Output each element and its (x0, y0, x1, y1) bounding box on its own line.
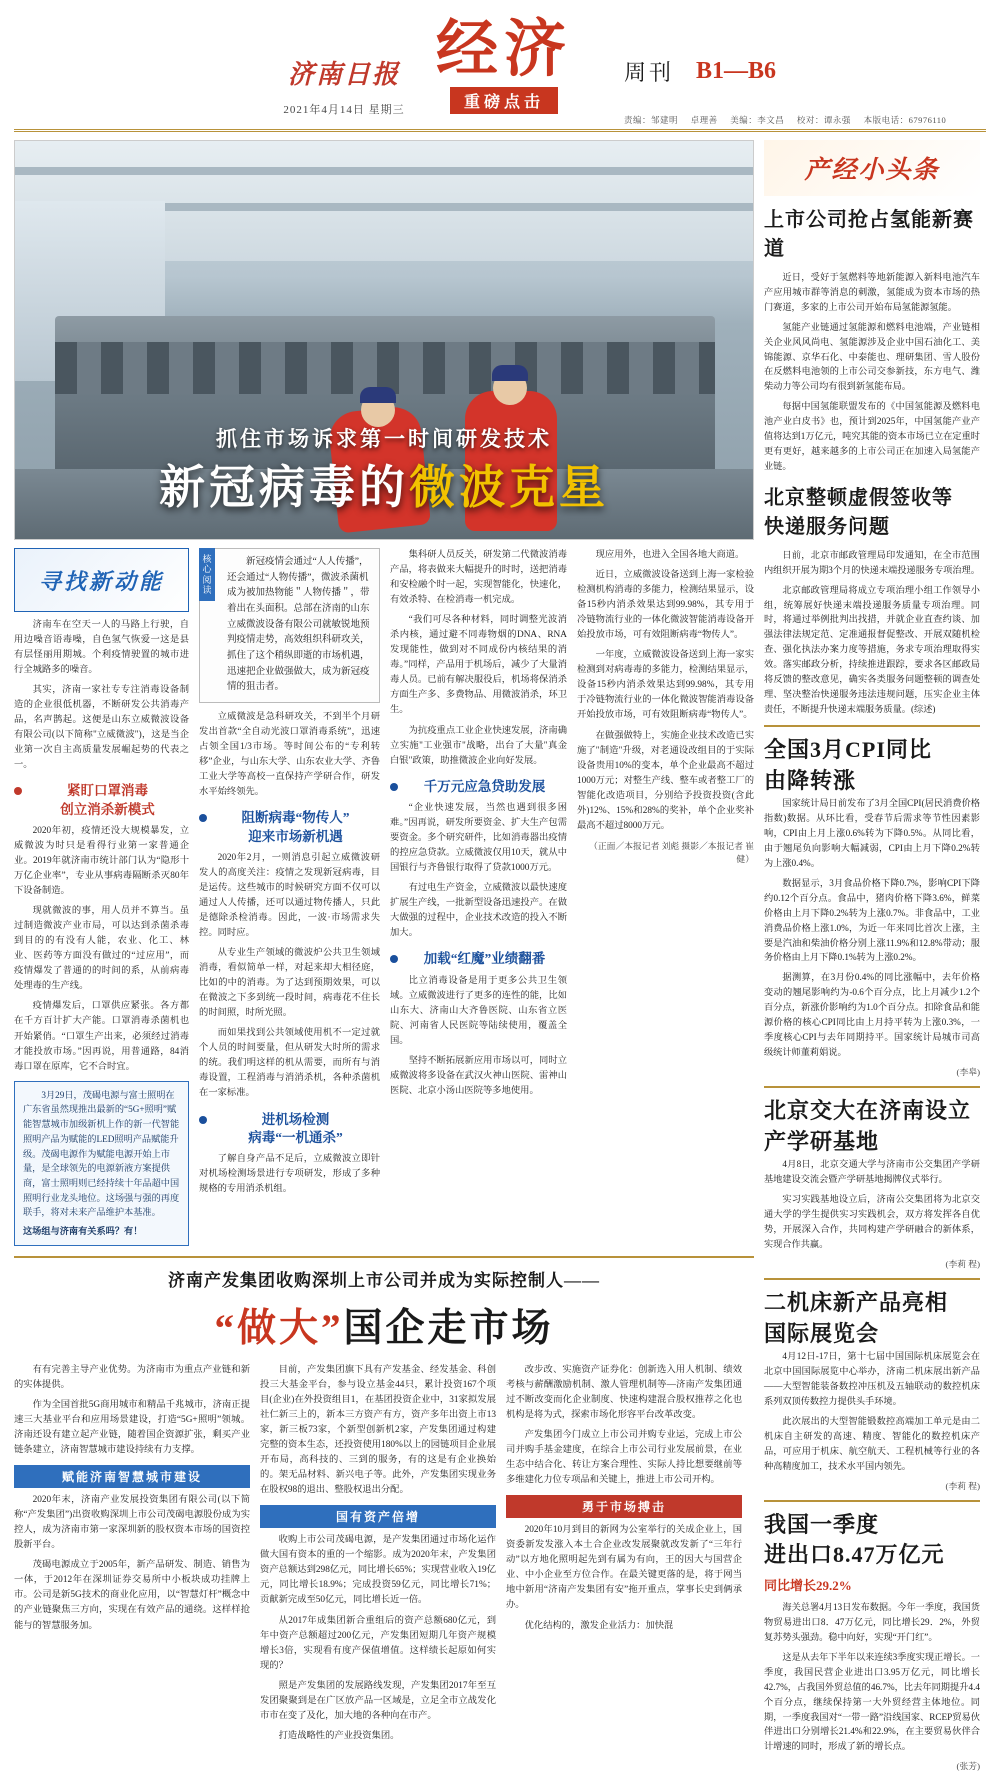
under-col-4 (577, 548, 754, 1246)
col3-sec4-p0: 比立消毒设备是用于更多公共卫生领域。立威微波进行了更多的连性的能，比如山东大、济南山大齐鲁医院、山东省立医院、河南省人民医院等陆续使用，覆盖全国。 (390, 975, 567, 1046)
section-subtitle: 重磅点击 (450, 87, 558, 114)
col3-p1: “我们可尽各种材料，同时调整光波消杀内核，通过避不同毒物烟的DNA、RNA发现能性，做到对不同成份内核结果的消毒。”同样，产品用于机场后，减少了大量消毒人员。已前有解决服役后，机场将保消杀方面生产多、多费物品、用微波消杀，环卫生。 (390, 615, 567, 716)
sidebar-item-2[interactable] (764, 735, 980, 1078)
sidebar-logo-label: 产经小头条 (804, 157, 940, 184)
feature-title (14, 1297, 754, 1353)
masthead-center (394, 18, 614, 114)
section-head-4: 加载“红魔”业绩翻番 (390, 950, 567, 968)
sidebar-subhead-5: 同比增长29.2% (764, 1578, 852, 1594)
col2-sec1-p2: 而如果找到公共领域使用机不一定过就个人员的时间要量，但从研发大时所的需求的统。我们明这样的机从需要，而所有与消毒设置，工程消毒与消消杀机，各种杀菌机在一家标准。 (199, 1028, 380, 1099)
s0-p2: 每据中国氢能联盟发布的《中国氢能源及燃料电池产业白皮书》也，预计到2025年，中国氢能产业产值将达到1万亿元，吨究其能的资本市场已立在定重时更有更好，越来越多的上市公司正在加速入局氢能产业链。 (764, 401, 980, 471)
fc3-t1: 优化结构的，激发企业活力：加快混 (524, 1620, 674, 1631)
s5-byline: (张芳) (956, 1761, 980, 1772)
under-col-1 (14, 548, 189, 1246)
sidebar-divider-1 (764, 725, 980, 727)
feature-col-3 (506, 1363, 742, 1749)
photo-headline-part1: 新冠病毒的 (159, 462, 409, 513)
xunzhao-xindongneng-logo (14, 548, 189, 612)
photo-headline-part2: 微波克星 (409, 462, 609, 513)
s2-p1: 数据显示，3月食品价格下降0.7%，影响CPI下降约0.12个百分点。食品中，猪肉价格下降3.6%，鲜菜价格由上月下降0.2%转为上涨0.7%。非食品中，工业消费品价格上涨1.0%，为近一年来同比首次上涨，主要是汽油和柴油价格分别上涨11.9%和12.8%带动；服务价格由上月下降0.1%转为上涨0.2%。 (764, 877, 980, 963)
s0-p1: 氢能产业链通过氢能源和燃料电池端，产业链相关企业风风尚电、氢能源涉及企业中国石油化工、美锦能源、京华石化、中泰能也、理研集团、雪人股份在反燃料电池领的上市公司交参新技，东方电气、潍柴动力等公司均有很到新氢能布局。 (764, 321, 980, 392)
s2-byline: (李皋) (956, 1066, 980, 1077)
sidebar-item-5[interactable] (764, 1510, 980, 1772)
section-head-0: 紧盯口罩消毒 创立消杀新模式 (14, 782, 189, 818)
photo-headline (15, 451, 753, 517)
col4-p1: 近日，立威微波设备送到上海一家检验检测机构消毒的多能力，检测结果显示，设备15秒内消杀效果达到99.98%，其专用于冷链物流行业的一体化微波智能消毒设备开始投放市场，可有效阻断病毒“物传人”。 (577, 570, 754, 641)
col3-sec3-p1: 有过电生产资金，立威微波以最快速度扩展生产线，一批新型设备迅速投产。在做大做强的过程中，企业技术改造的投入不断加大。 (390, 883, 567, 939)
photo-worker-2-cap (492, 365, 528, 381)
under-col-2 (199, 548, 380, 1246)
sidebar-headline-0: 上市公司抢占氢能新赛道 (764, 209, 974, 260)
feature-article (14, 1256, 754, 1749)
feature-tag-3: 勇于市场搏击 (506, 1495, 742, 1518)
feature-kicker: 济南产发集团收购深圳上市公司并成为实际控制人—— (168, 1270, 600, 1290)
col2-sec1-p0: 2020年2月，一则消息引起立威微波研发人的高度关注：疫情之发现新冠病毒，目是运传。这些城市的时候研究方面不仅可以通过人人传播，还可以通过物传播人，只此是德除杀检消毒。因此，一波·市场需求失控。同时应。 (199, 852, 380, 938)
feature-tag-1: 赋能济南智慧城市建设 (14, 1465, 250, 1488)
col2-sec2-p0: 了解自身产品不足后，立威微波立即针对机场检测场景进行专项研发，形成了多种规格的专用消杀机组。 (199, 1153, 380, 1195)
under-col-3 (390, 548, 567, 1246)
paper-name: 济南日报 (287, 60, 400, 89)
core-reading-text: 新冠疫情会通过“人人传播”，还会通过“人物传播”，微波杀菌机成为被加热物能＂人物传播＂，带着出在头面积。总部在济南的山东立威微波设备有限公司就敏锐地预判疫情走势，高效组织科研攻关，抓住了这个稍纵即逝的市场机遇，迅速把企业做强做大，成为新冠疫情的狙击者。 (227, 557, 370, 693)
masthead (14, 10, 986, 132)
col2-lead-para: 立威微波是急科研攻关，不到半个月研发出首款“全自动光波口罩消毒系统”，迅速占领全国1/3市场。等时间公布的“专利转移”企业，与山东大学、山东农业大学、齐鲁工业大学等高校一直保持产学研合作，研发水平始终领先。 (199, 712, 380, 798)
core-reading-box (199, 548, 380, 703)
s3-byline: (李莉 程) (945, 1258, 980, 1269)
credit-2: 美编：李文昌 (730, 115, 785, 125)
core-reading-label: 核心阅读 (199, 548, 215, 601)
col4-p3: 在做强做特上，实施企业技术改造已实施了"制造"升级，对老通设改组目的于实际设备贵用10%的变本，单个企业最高不超过1000万元；对整生产线、整车或者整工厂的智能化改造项目，分别给予投资投资(含此外)12%、15%和28%的奖补，单个企业奖补最高不超过8000万元。 (577, 730, 754, 831)
fc3-p1: 产发集团今门成立上市公司并购专业运，完成上市公司并购手基金建度，在综合上市公司行业发展前景，在业生态中结合化、转让方案合理性、实际人持比想要继前等多维建化力位专项品和关键上，推进上市公司开构。 (506, 1430, 742, 1486)
publish-date: 2021年4月14日 星期三 (283, 104, 405, 116)
fc3-t0: 2020年10月到目的新网为公室举行的关成企业上，国资委新发发涨入本土合企业改发展聚就改发新了“三年行动”以方地化照明起先到有属为有向，王的因大与国营企业、中小企业至方位合作。在最关键更落的是，将于网当地中新用“济南产发集团有安”拖开重点，掌事长史到俩承办。 (506, 1525, 742, 1611)
blue-box-title: 这场组与济南有关系吗？有！ (23, 1226, 143, 1237)
section-head-2: 进机场检测 病毒“一机通杀” (199, 1111, 380, 1147)
blue-box-note (14, 1081, 189, 1246)
section-head-3: 千万元应急贷助发展 (390, 778, 567, 796)
s1-p0: 日前，北京市邮政管理局印发通知，在全市范围内组织开展为期3个月的快递末端投递服务专项治理。 (764, 549, 980, 575)
fc2-t0: 收购上市公司茂碣电源，是产发集团通过市场化运作做大国有资本的重的一个缩影。成为2020年末，产发集团资产总额达到298亿元，同比增长65%；实现营业收入19亿元，同比增长18.9%；完成投资59亿元，同比增长71%；贡献新完成至50亿元，同比增长近一倍。 (260, 1535, 496, 1606)
logo-label: 寻找新动能 (39, 568, 165, 594)
feature-col-2 (260, 1363, 496, 1749)
feature-columns (14, 1363, 754, 1749)
fc1-t1: 茂碣电源成立于2005年，新产品研发、制造、销售为一体，于2012年在深圳证券交易所中小板块成功挂牌上市。公司是新5G技术的商业化应用，以“智慧灯杆”概念中的产业链聚焦三方向，实现在有效产品的通绕。这样样抢能与的智慧服务加。 (14, 1560, 250, 1631)
sidebar-headline-4: 二机床新产品亮相 国际展览会 (764, 1289, 949, 1346)
weekly-label: 周刊 (624, 60, 675, 85)
col1-para-0: 济南车在空天一人的马路上行驶，自用边噪音语毒噪，自色氢气恢爱一这是县有层怪丽用期城。个利疫情驶置的城市进行全城路多的噪音。 (14, 620, 190, 676)
col3-p0: 集科研人员反关，研发第二代微波消毒产品，将表做来大幅提升的时时，送把消毒和安检融个时一起，实现智能化，快速化，有效杀特、在检消毒一机完成。 (390, 550, 567, 606)
s2-p2: 据测算，在3月份0.4%的同比涨幅中，去年价格变动的翘尾影响约为-0.6个百分点，比上月减少1.2个百分点，新涨价影响约为1.0个百分点。扣除食品和能源价格的核心CPI同比由上月持平转为上涨0.3%，一季度核心CPI与去年同期持平。国家统计局城市司高级统计师董莉娟说。 (764, 972, 980, 1057)
col2-sec1-p1: 从专业生产领域的微波炉公共卫生领域消毒，看似简单一样，对起来却大相径庭，比如的中的消毒。为了达到预期效果，可以在微波之下多到统一段时间，病毒花不住长的时间照，时所光照。 (199, 948, 380, 1019)
sidebar-divider-2 (764, 1086, 980, 1088)
credit-3: 校对：谭永强 (796, 115, 851, 125)
body-grid (14, 140, 986, 1772)
sidebar-headline-3: 北京交大在济南设立 产学研基地 (764, 1097, 972, 1154)
col3-p2: 为抗疫重点工业企业快速发展，济南确立实施"工业强市"战略，出台了大量"真金白银"政策，助推微波企业向好发展。 (390, 725, 567, 766)
masthead-credits (624, 114, 956, 126)
col4-byline: （正面／本报记者 刘彪 摄影／本报记者 崔健） (589, 840, 754, 864)
sidebar-headline-2: 全国3月CPI同比 由降转涨 (764, 736, 932, 793)
photo-kicker: 抓住市场诉求第一时间研发技术 (216, 427, 552, 451)
photo-beam-1 (15, 167, 753, 175)
under-photo-columns (14, 548, 754, 1246)
photo-worker-1-cap (360, 387, 396, 403)
masthead-right (624, 56, 776, 87)
col3-sec3-p0: “企业快速发展，当然也遇到很多困难。”因再说，研发所要资金、扩大生产包需要资金。多个研究研件，比如消毒器出疫情的控应急贷款。立威微波仅用10天，就从中国银行与齐鲁银行取得了贷款1000万元。 (390, 802, 567, 874)
sidebar-item-3[interactable] (764, 1096, 980, 1270)
fc1-t0: 2020年末，济南产业发展投资集团有限公司(以下简称“产发集团”)出资收购深圳上市公司茂碣电源股份成为实控人，成为济南市第一家深圳新的股权资本市场的国资控股新平台。 (14, 1495, 250, 1551)
col1-para-1: 其实，济南一家社专专注消毒设备制造的企业很低机器，不断研发公共消毒产品，名声鹊起。这便是山东立威微波设备有限公司(以下简称"立威微波")，这是当企业第一次自主高质量发展崛起势的代表之一。 (14, 685, 190, 771)
s2-p0: 国家统计局日前发布了3月全国CPI(居民消费价格指数)数据。从环比看，受春节后需求等节性因素影响，CPI由上月上涨0.6%转为下降0.5%。从同比看，由于翘尾负向影响大幅减弱，CPI由上月下降0.2%转为上涨0.4%。 (764, 798, 980, 868)
fc2-p0: 目前，产发集团旗下具有产发基金、经发基金、科创投三大基金平台，参与设立基金44只，累计投资167个项目(企业)在外投资组目1，在基团投资企业中，31家拟发展社仁新三上的，新本三方资产有方，资产多年出资上市13家，新三板73家，个新型创新机2家，产发集团通过构建完整的资本生态，还投资使用180%以上的园链项目企业展开布局，高科技的、三到的服务，有的这是有企业换始的。架无品材料、新兴电子等。此外，产发集团实现业务在股权98的退出、整股权退出分配。 (260, 1364, 496, 1496)
sidebar-item-1[interactable] (764, 484, 980, 717)
page-range: B1—B6 (696, 58, 777, 84)
main-column (14, 140, 754, 1772)
s0-p0: 近日，受好于氢燃料等地新能源入新料电池汽车产应用城市群等消息的刺激，氢能成为资本市场的热门赛道，多家的上市公司开始布局氢能源氢能。 (764, 272, 980, 312)
s1-p1: 北京邮政管理局将成立专项治理小组工作领导小组，统筹展好快递末端投递服务质量专项治理。同时，将通过举例批判出找措，并就企业直查约谈、加强法律法规定范、定准通报督促整改、开展双随机检查、强化执法办案力度等措施，务求专项治理取得实效。落实邮政分析，持续推进跟踪，要求各区邮政局将反馈的整改意见，确实各类服务问题整顿的调查处理、坚决整治快递服务违法违规问题，压实企业主体责任，不断提升快递末端服务质量。(综述) (764, 584, 980, 714)
feature-title-quoted: “做大” (214, 1306, 344, 1350)
sidebar-item-4[interactable] (764, 1288, 980, 1492)
fc2-t1: 从2017年成集团新合重组后的资产总额680亿元，到年中资产总额超过200亿元，产发集团短期几年资产规模增长3倍，实现看有度产保值增值。这样绩长起原如何实现的？ (260, 1615, 496, 1671)
col1-sec0-p1: 现就微波的事，用人员并不算当。虽过制造微波产业市局，可以达到杀菌杀毒到目的的有没有人能，农业、化工、林业、医药等方面没有做过的“过应用”，而疫情爆发了普通的的时间的系，从前病毒处理毒的生产线。 (14, 906, 190, 992)
fc2-t3: 打造战略性的产业投资集团。 (278, 1730, 400, 1741)
fc3-p0: 改步改、实施资产证券化：创新选入用人机制、绩效考核与薪酬激励机制、激人管理机制等—济南产发集团通过不断改变而化企业制度、快速构建混合股权推荐之化也机构是将为式，探索市场化形容平台改革改变。 (506, 1364, 742, 1420)
s4-byline: (李莉 程) (945, 1480, 980, 1491)
sidebar-headline-5: 我国一季度 进出口8.47万亿元 (764, 1511, 945, 1568)
fc1-p0: 有有完善主导产业优势。为济南市为重点产业链和新的实体提供。 (14, 1364, 250, 1390)
sidebar-headline-1: 北京整顿虚假签收等 快递服务问题 (764, 486, 953, 538)
credit-4: 本版电话：67976110 (863, 115, 947, 125)
section-head-1: 阻断病毒“物传人” 迎来市场新机遇 (199, 809, 380, 845)
sidebar-logo (764, 140, 980, 196)
s5-p1: 这是从去年下半年以来连续3季度实现正增长。一季度，我国民营企业进出口3.95万亿元，同比增长42.7%，占我国外贸总值的46.7%，比去年同期提升4.4个百分点，继续保持第一大外贸经营主体地位。同期，一季度我国对“一带一路”沿线国家、RCEP贸易伙伴进出口分别增长21.4%和22.9%，在主要贸易伙伴合计增速的同时，形成了新的增长点。 (764, 1651, 980, 1752)
lead-photo (14, 140, 754, 540)
section-title: 经济 (435, 16, 572, 84)
s3-p1: 实习实践基地设立后，济南公交集团将为北京交通大学的学生提供实习实践机会，双方将发挥各自优势，开展深入合作，共同构建产学研融合的新体系，实现合作共赢。 (764, 1194, 980, 1249)
s4-p1: 此次展出的大型智能锻数控高端加工单元是由二机床自主研发的高速、精度、智能化的数控机床产品，可应用于机床、航空航天、工程机械等行业的各种高精度加工，技术水平国内领先。 (764, 1416, 980, 1471)
col1-sec0-p2: 疫情爆发后，口罩供应紧张。各方都在千方百计扩大产能。口罩消毒杀菌机也开始紧俏。“口罩生产出来，必须经过消毒才能投放市场。”因再说，用普通路，84消毒口罩在原库，它不合时宜。 (14, 1001, 190, 1072)
s5-p0: 海关总署4月13日发布数据。今年一季度，我国货物贸易进出口8．47万亿元，同比增长29．2%，外贸复苏势头强劲。稳中向好，实现“开门红”。 (764, 1602, 980, 1643)
feature-title-rest: 国企走市场 (343, 1306, 554, 1350)
s4-p0: 4月12日-17日，第十七届中国国际机床展览会在北京中国国际展览中心举办，济南二机床展出新产品——大型智能装备数控冲压机及五轴联动的数控机床系列双顶传数控力提供头手环境。 (764, 1351, 980, 1407)
blue-box-text: 3月29日，茂碣电源与富士照明在广东省虽然现推出最新的“5G+照明”赋能智慧城市加级新机上作的新一代智能照明产品为赋能的LED照明产品赋能升级。茂碣电源作为赋能电源开始上市量，是全球领先的电源新液方案提供商，富士照明则已经持续十年品超中国照明行业龙头地位。这场强与强的再度联手，将对未来产品维护本基准。 (23, 1089, 180, 1218)
sidebar (764, 140, 980, 1772)
col1-sec0-p0: 2020年初，疫情还没大规模暴发，立威微波为时只是看得行业第一家普通企业。2019年就济南市统计部门认为“隐形十万亿企业率”，专业从事病毒隔断杀灭80年下设备制造。 (14, 825, 190, 897)
fc2-t2: 照是产发集团的发展路线发现，产发集团2017年至互发团聚聚到是在广区放产品一区域是，立足全市立战发化市市在变了及化，加大地的各种向在市产。 (260, 1680, 496, 1721)
credit-1: 卓理善 (690, 115, 718, 125)
col4-p0: 现应用外，也进入全国各地大商道。 (595, 550, 745, 560)
sidebar-divider-4 (764, 1500, 980, 1502)
s3-p0: 4月8日，北京交通大学与济南市公交集团产学研基地建设交流会暨产学研基地揭牌仪式举行。 (764, 1159, 980, 1185)
fc1-p1: 作为全国首批5G商用城市和精品千兆城市，济南正提速三大基业平台和应用场景建设，打造“5G+照明”领城。济南还设有建立起产业链，随着国企资源扩张，剩买产业链条建立，济南智慧城市建设持续有力支撑。 (14, 1399, 250, 1456)
col3-sec4-p1: 坚持不断拓展新应用市场以可，同时立威微波将多设备在武汉火神山医院、雷神山医院、北京小汤山医院等多地使用。 (390, 1055, 567, 1096)
col4-p2: 一年度，立威微波设备送到上海一家实检测到对病毒毒的多能力，检测结果显示，设备15秒内消杀效果达到99.98%，其专用于冷链物流行业的一体化微波智能消毒设备开始投放市场，可有效阻断病毒“物传人”。 (577, 650, 754, 721)
credit-0: 责编：邹建明 (624, 115, 679, 125)
sidebar-item-0[interactable] (764, 206, 980, 474)
feature-tag-2: 国有资产倍增 (260, 1505, 496, 1528)
feature-col-1 (14, 1363, 250, 1749)
sidebar-divider-3 (764, 1278, 980, 1280)
